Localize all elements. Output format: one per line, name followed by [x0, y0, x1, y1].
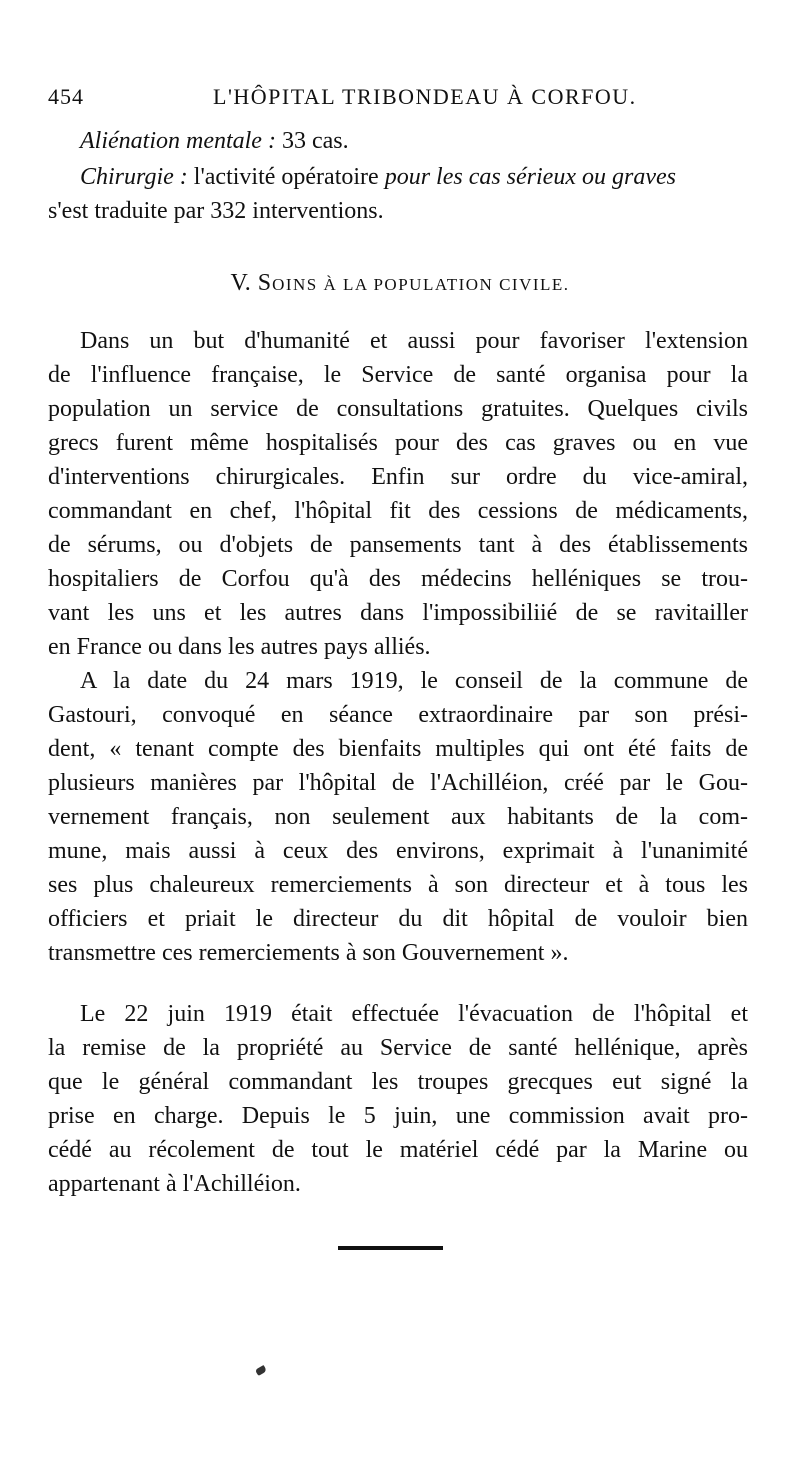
paragraph-1-line: de sérums, ou d'objets de pansements tant à des établissements	[48, 532, 748, 558]
paragraph-3-line: cédé au récolement de tout le matériel cédé par la Marine ou	[48, 1137, 748, 1163]
stat-chirurgie-italic: pour les cas sérieux ou graves	[384, 164, 676, 190]
paragraph-2-line: transmettre ces remerciements à son Gouvernement ».	[48, 940, 569, 966]
end-rule	[338, 1246, 443, 1250]
paragraph-2-line: mune, mais aussi à ceux des environs, exprimait à l'unanimité	[48, 838, 748, 864]
stat-alienation-label: Aliénation mentale :	[80, 128, 276, 154]
ink-speck	[255, 1365, 267, 1376]
paragraph-3-line: que le général commandant les troupes grecques eut signé la	[48, 1069, 748, 1095]
paragraph-2-line: vernement français, non seulement aux habitants de la com-	[48, 804, 748, 830]
paragraph-1-line: population un service de consultations gratuites. Quelques civils	[48, 396, 748, 422]
paragraph-1-line: grecs furent même hospitalisés pour des cas graves ou en vue	[48, 430, 748, 456]
page-header	[48, 84, 748, 118]
paragraph-2-line: officiers et priait le directeur du dit hôpital de vouloir bien	[48, 906, 748, 932]
section-title: OINS À LA POPULATION CIVILE.	[272, 275, 570, 294]
paragraph-1-line: hospitaliers de Corfou qu'à des médecins helléniques se trou-	[48, 566, 748, 592]
stat-alienation	[80, 125, 349, 157]
section-first-letter: S	[257, 270, 273, 296]
paragraph-3-line: Le 22 juin 1919 était effectuée l'évacuation de l'hôpital et	[80, 1001, 748, 1027]
paragraph-2-line: plusieurs manières par l'hôpital de l'Achilléion, créé par le Gou-	[48, 770, 748, 796]
running-title: L'HÔPITAL TRIBONDEAU À CORFOU.	[213, 84, 637, 109]
paragraph-2-line: ses plus chaleureux remerciements à son directeur et à tous les	[48, 872, 748, 898]
section-heading	[0, 270, 800, 297]
stat-alienation-value: 33 cas.	[275, 128, 349, 154]
stat-chirurgie-text: l'activité opératoire	[187, 164, 385, 190]
stat-chirurgie	[80, 161, 676, 193]
paragraph-1-line: de l'influence française, le Service de santé organisa pour la	[48, 362, 748, 388]
paragraph-2-line: dent, « tenant compte des bienfaits multiples qui ont été faits de	[48, 736, 748, 762]
stat-chirurgie-line2: s'est traduite par 332 interventions.	[48, 198, 384, 224]
paragraph-3-line: appartenant à l'Achilléion.	[48, 1171, 301, 1197]
stat-chirurgie-label: Chirurgie :	[80, 164, 188, 190]
paragraph-3-line: prise en charge. Depuis le 5 juin, une commission avait pro-	[48, 1103, 748, 1129]
paragraph-1-line: Dans un but d'humanité et aussi pour favoriser l'extension	[80, 328, 748, 354]
paragraph-1-line: en France ou dans les autres pays alliés.	[48, 634, 431, 660]
paragraph-1-line: commandant en chef, l'hôpital fit des cessions de médicaments,	[48, 498, 748, 524]
page-number: 454	[48, 84, 84, 109]
paragraph-1-line: d'interventions chirurgicales. Enfin sur ordre du vice-amiral,	[48, 464, 748, 490]
section-number: V.	[230, 270, 251, 296]
paragraph-2-line: Gastouri, convoqué en séance extraordinaire par son prési-	[48, 702, 748, 728]
paragraph-2-line: A la date du 24 mars 1919, le conseil de la commune de	[80, 668, 748, 694]
paragraph-1-line: vant les uns et les autres dans l'impossibiliié de se ravitailler	[48, 600, 748, 626]
paragraph-3-line: la remise de la propriété au Service de santé hellénique, après	[48, 1035, 748, 1061]
